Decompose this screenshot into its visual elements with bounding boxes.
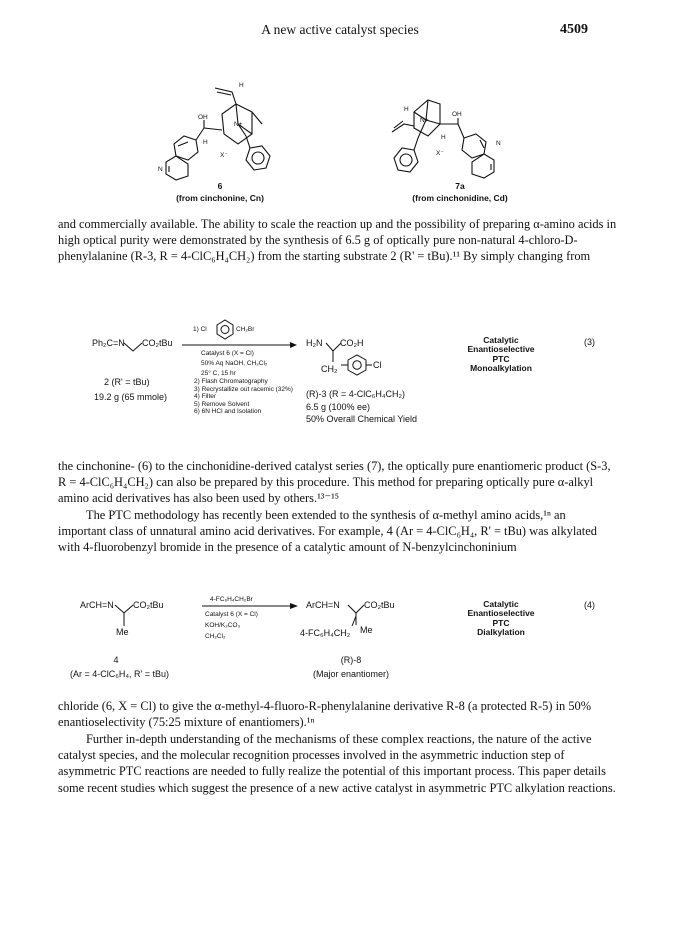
label-line: Catalytic [483, 335, 519, 345]
page-number: 4509 [560, 22, 588, 37]
label-line: Catalytic [483, 599, 519, 609]
text-line: chloride (6, X = Cl) to give the α-methyl-4-fluoro-R-phenylalanine derivative R-8 (a protected R-5) in 50% [58, 699, 592, 713]
product-ester: CO₂tBu [364, 600, 395, 610]
condition-line: Catalyst 6 (X = Cl) [201, 350, 254, 357]
structure-7a-caption: (from cinchonidine, Cd) [412, 193, 508, 203]
text-line: catalyst species, and the molecular recognition processes involved in the asymmetric induction step of [58, 748, 565, 763]
reactant-amount: 19.2 g (65 mmole) [94, 392, 168, 402]
compound-number-7a: 7a [455, 181, 465, 191]
reactant-name: (Ar = 4-ClC₆H₄, R' = tBu) [70, 669, 170, 679]
product-cl: Cl [373, 360, 382, 370]
text-line: and commercially available. The ability to scale the reaction up and the possibility of preparing α-amino acids in [58, 217, 617, 231]
condition-line: 2) Flash Chromatography [194, 378, 268, 385]
label-line: Monoalkylation [470, 362, 532, 373]
h-label: H [203, 139, 208, 146]
product-acid: CO₂H [340, 338, 364, 348]
h-label: H [441, 134, 446, 141]
condition-line: 3) Recrystallize out racemic (32%) [194, 385, 293, 393]
product-ch2: CH₂ [321, 364, 338, 374]
label-line: Dialkylation [477, 626, 525, 637]
text-line: some recent studies which suggest the presence of a new active catalyst in asymmetric PTC alkylation reactions. [58, 780, 616, 795]
text-line: important class of unnatural amino acid derivatives. For example, 4 (Ar = 4-ClC₆H₄, R' = tBu) was alkylated [58, 524, 597, 539]
condition-line: KOH/K₂CO₃ [205, 622, 241, 629]
product-imine: ArCH=N [306, 600, 340, 610]
equation-number-4: (4) [584, 600, 595, 610]
product-name: (Major enantiomer) [312, 669, 390, 679]
label-line: Enantioselective [467, 608, 535, 619]
reagent: 4-FC₆H₄CH₂Br [210, 596, 253, 603]
compound-number-6: 6 [217, 181, 223, 191]
structure-6-caption: (from cinchonine, Cn) [176, 193, 264, 203]
text-line: with 4-fluorobenzyl bromide in the presence of a catalytic amount of N-benzylcinchoninium [58, 540, 517, 555]
vinyl-h-label: H [239, 82, 244, 89]
reagent-prefix: 1) Cl [193, 326, 207, 333]
text-line: The PTC methodology has recently been extended to the synthesis of α-methyl amino acids,¹ⁿ an [86, 508, 566, 522]
hydroxyl-label: OH [452, 111, 462, 118]
ammonium-label: N+ [234, 121, 243, 128]
text-line: the cinchonine- (6) to the cinchonidine-derived catalyst series (7), the optically pure enantiomeric product (S-3, [58, 459, 611, 473]
text-line: phenylalanine (R-3, R = 4-ClC₆H₄CH₂) from the starting substrate 2 (R' = tBu).¹¹ By simply changing from [58, 249, 591, 264]
condition-line: Catalyst 6 (X = Cl) [205, 611, 258, 618]
label-line: Enantioselective [467, 344, 535, 355]
quinoline-n-label: N [158, 166, 163, 173]
condition-line: 4) Filter [194, 393, 217, 400]
condition-line: 50% Aq NaOH, CH₂Cl₂ [201, 360, 268, 367]
product-benzyl: 4-FC₆H₄CH₂ [300, 628, 351, 638]
paragraph-4 [58, 698, 624, 730]
text-line: R = 4-ClC₆H₄CH₂) can also be prepared by this procedure. This method for preparing optically pure α-alkyl [58, 475, 594, 490]
product-number: (R)-8 [340, 655, 362, 665]
text-line: enantioselectivity (75:25 mixture of enantiomers).¹ⁿ [58, 715, 315, 730]
hydroxyl-label: OH [198, 114, 208, 121]
reactant-ester: CO₂tBu [133, 600, 164, 610]
equation-number-3: (3) [584, 337, 595, 347]
anion-label: X⁻ [220, 152, 228, 159]
label-line: PTC [492, 617, 510, 628]
anion-label: X⁻ [436, 150, 444, 157]
h-label-top: H [404, 106, 409, 113]
scheme-4-label [456, 600, 546, 637]
text-line: amino acid derivatives has also been used by others.¹³⁻¹⁵ [58, 491, 340, 506]
product-amount: 6.5 g (100% ee) [306, 402, 371, 412]
reactant-name: 2 (R' = tBu) [104, 377, 150, 387]
running-title: A new active catalyst species [261, 22, 419, 37]
reagent-suffix: CH₂Br [236, 326, 255, 333]
reactant-ester: CO₂tBu [142, 338, 173, 348]
quinoline-n-label: N [496, 140, 501, 147]
text-line: asymmetric PTC reactions are needed to fully realize the potential of this important process. This paper details [58, 764, 606, 779]
reactant-imine: ArCH=N [80, 600, 114, 610]
text-line: Further in-depth understanding of the mechanisms of these complex reactions, the nature of the active [86, 732, 592, 746]
condition-line: 5) Remove Solvent [194, 400, 250, 408]
reactant-methyl: Me [116, 627, 129, 637]
reactant-imine: Ph₂C=N [92, 338, 125, 348]
product-methyl: Me [360, 625, 373, 635]
condition-line: 25° C, 15 hr [201, 370, 236, 377]
ammonium-label: N+ [420, 117, 429, 124]
condition-line: 6) 6N HCl and Isolation [194, 408, 262, 415]
product-yield: 50% Overall Chemical Yield [306, 414, 418, 424]
product-name: (R)-3 (R = 4-ClC₆H₄CH₂) [306, 389, 406, 399]
reactant-number: 4 [113, 655, 119, 665]
label-line: PTC [492, 353, 510, 364]
text-line: high optical purity were demonstrated by the synthesis of 6.5 g of optically pure non-natural 4-chloro-D- [58, 233, 578, 248]
condition-line: CH₂Cl₂ [205, 633, 226, 640]
paragraph-5 [58, 731, 624, 796]
product-amine: H₂N [306, 338, 323, 348]
